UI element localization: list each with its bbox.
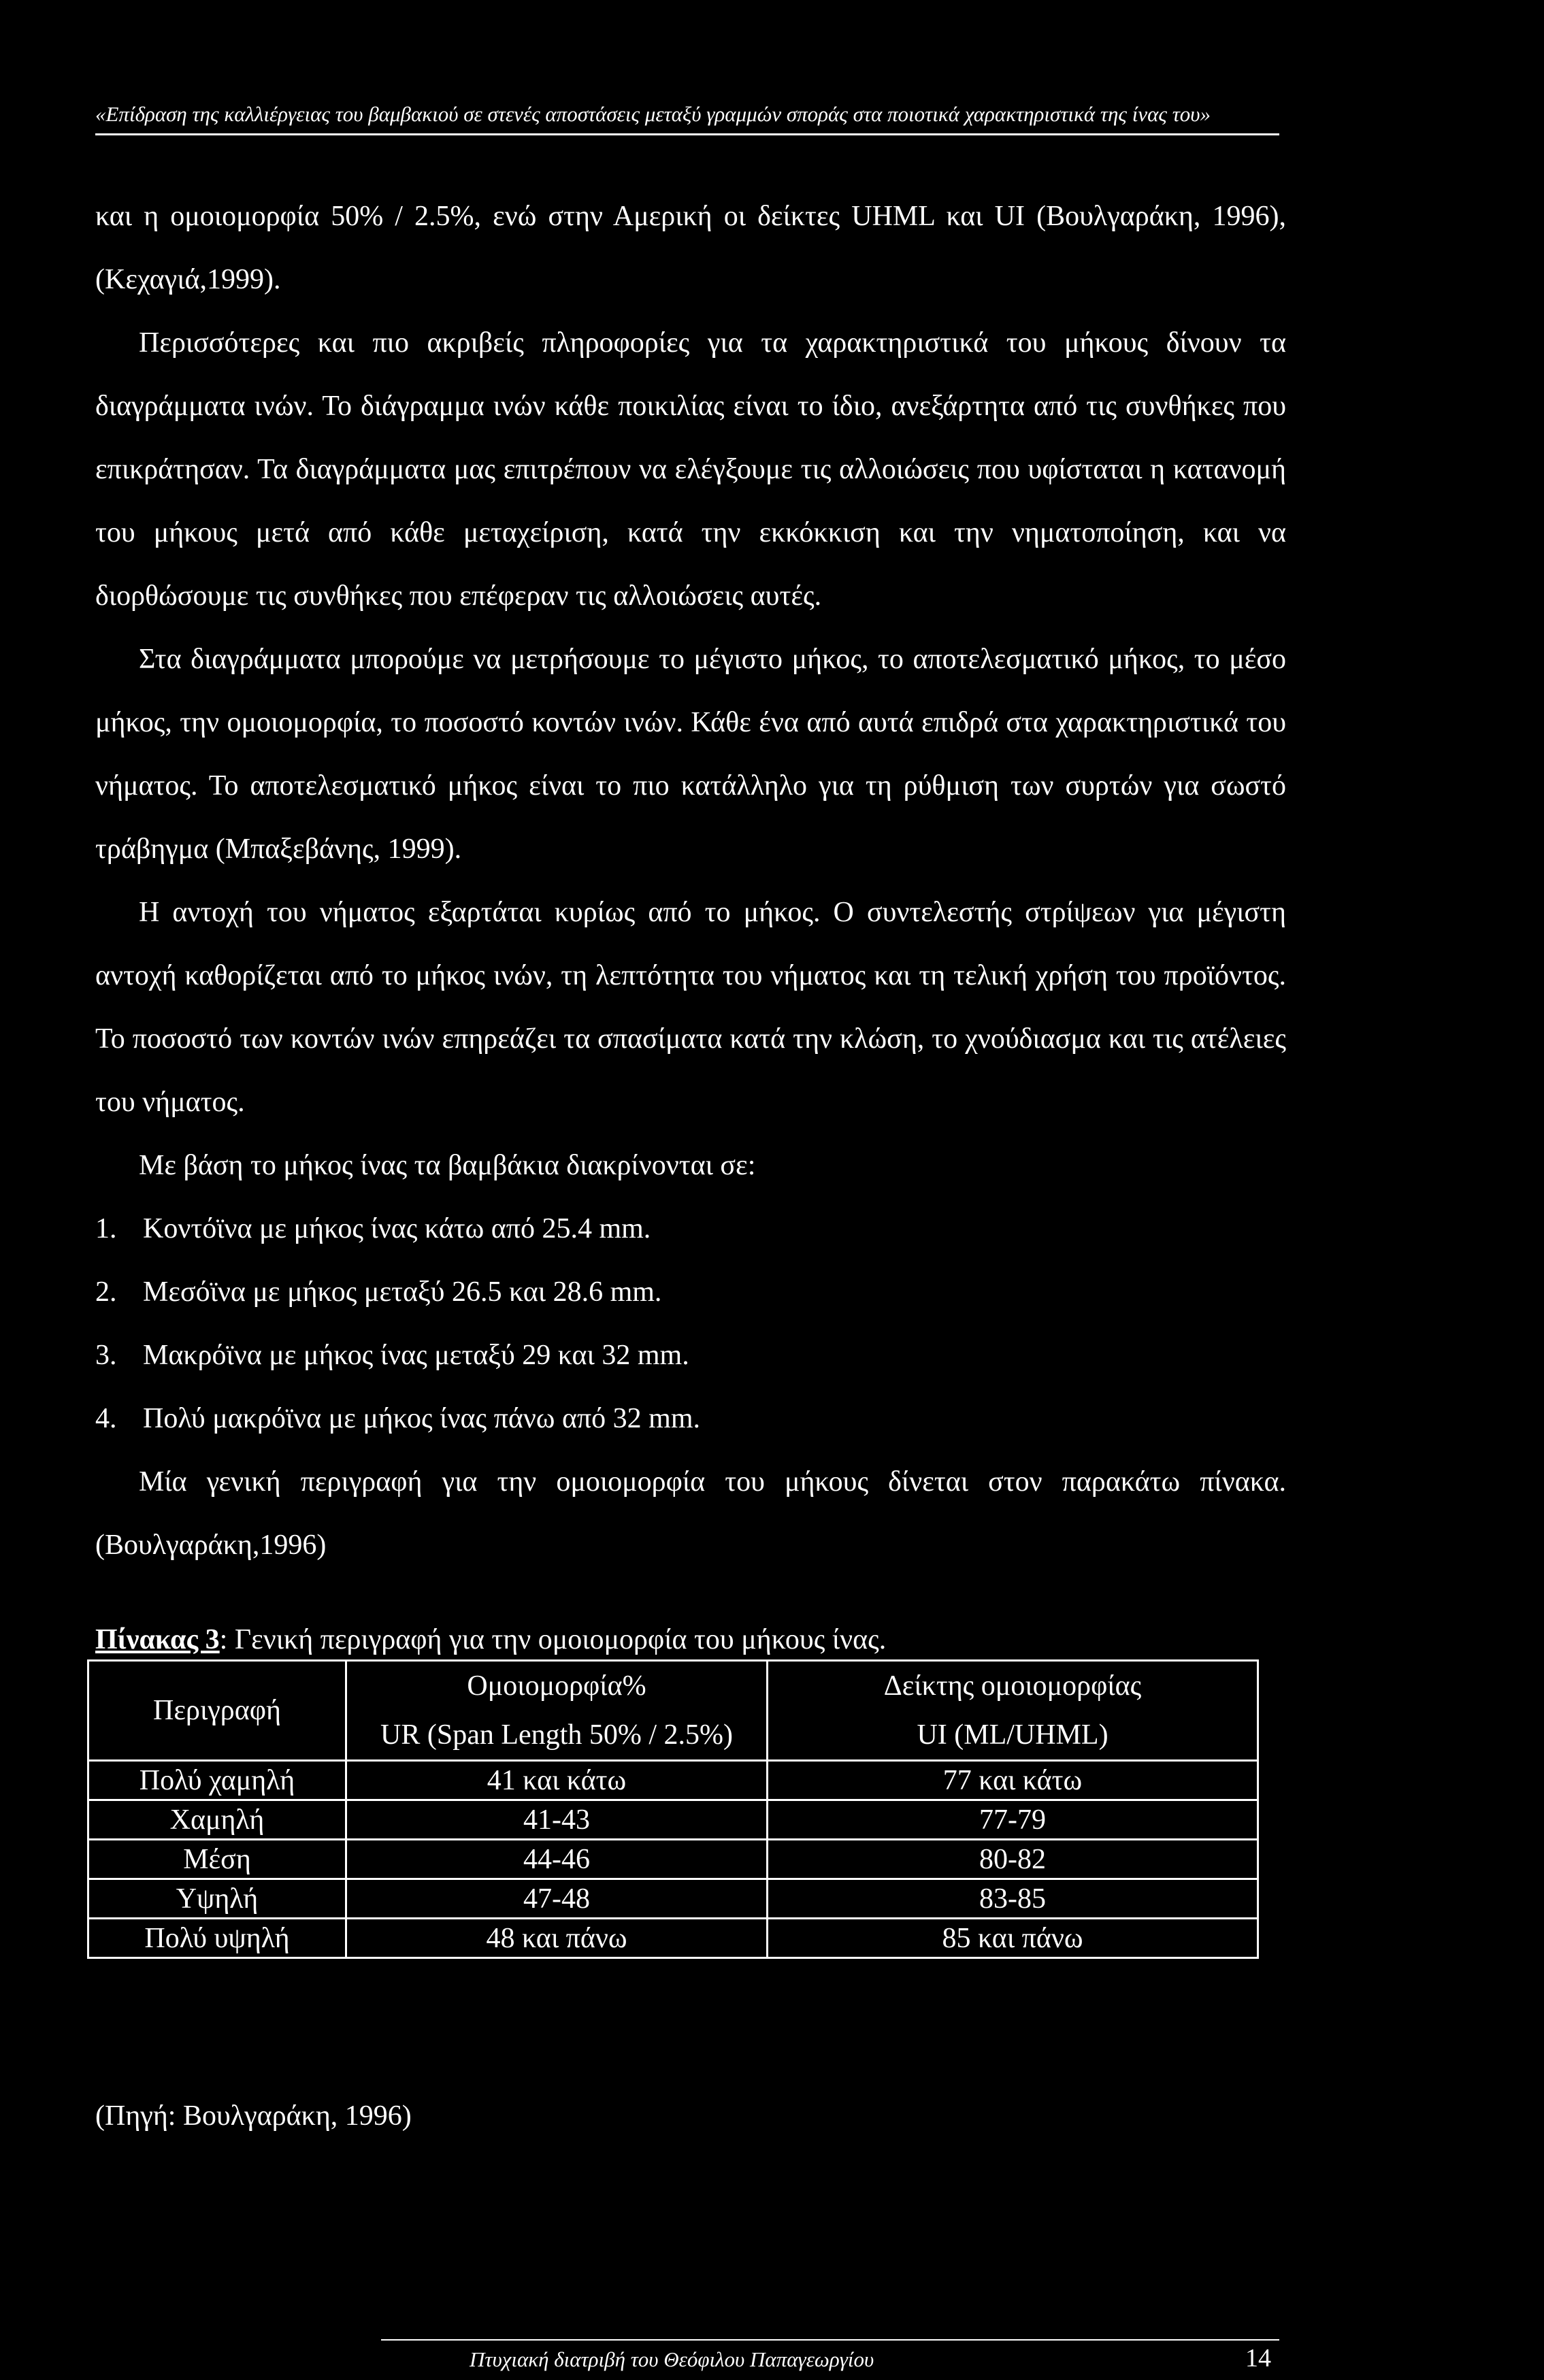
- running-header: «Επίδραση της καλλιέργειας του βαμβακιού σε στενές αποστάσεις μεταξύ γραμμών σποράς στα ποιοτικά χαρακτηριστικά της ίνας του»: [95, 102, 1211, 126]
- header-uniformity-index: [768, 1661, 1258, 1761]
- table-caption: [95, 1619, 1286, 1660]
- caption-label: Πίνακας 3: [95, 1624, 220, 1655]
- cell-ui: 77-79: [768, 1800, 1258, 1840]
- cell-description: Μέση: [88, 1840, 346, 1879]
- table-row: [88, 1919, 1258, 1958]
- list-number: 4.: [95, 1403, 117, 1434]
- header-index-line1: Δείκτης ομοιομορφίας: [883, 1670, 1142, 1702]
- list-number: 3.: [95, 1340, 117, 1371]
- cell-ur: 41-43: [346, 1800, 768, 1840]
- cell-ui: 83-85: [768, 1879, 1258, 1919]
- list-number: 1.: [95, 1213, 117, 1244]
- cell-description: Πολύ υψηλή: [88, 1919, 346, 1958]
- cell-ur: 48 και πάνω: [346, 1919, 768, 1958]
- cell-ui: 80-82: [768, 1840, 1258, 1879]
- list-item: [95, 1324, 1286, 1387]
- paragraph: Μία γενική περιγραφή για την ομοιομορφία του μήκους δίνεται στον παρακάτω πίνακα. (Βουλγαράκη,1996): [95, 1466, 1286, 1561]
- header-uniformity-line1: Ομοιομορφία%: [467, 1670, 646, 1702]
- document-body: [95, 185, 1286, 1660]
- cell-ui: 77 και κάτω: [768, 1761, 1258, 1800]
- cell-ur: 44-46: [346, 1840, 768, 1879]
- table-header-row: [88, 1661, 1258, 1761]
- header-description: Περιγραφή: [88, 1661, 346, 1761]
- cell-description: Πολύ χαμηλή: [88, 1761, 346, 1800]
- list-text: Κοντόϊνα με μήκος ίνας κάτω από 25.4 mm.: [143, 1213, 651, 1244]
- table-source: (Πηγή: Βουλγαράκη, 1996): [95, 2100, 412, 2132]
- cell-description: Χαμηλή: [88, 1800, 346, 1840]
- list-text: Μακρόϊνα με μήκος ίνας μεταξύ 29 και 32 mm.: [143, 1340, 689, 1371]
- table-row: [88, 1800, 1258, 1840]
- cell-ui: 85 και πάνω: [768, 1919, 1258, 1958]
- table-row: [88, 1840, 1258, 1879]
- paragraph: Με βάση το μήκος ίνας τα βαμβάκια διακρίνονται σε:: [139, 1150, 756, 1181]
- list-number: 2.: [95, 1276, 117, 1308]
- header-uniformity-line2: UR (Span Length 50% / 2.5%): [380, 1719, 733, 1751]
- list-item: [95, 1261, 1286, 1324]
- footer-author: Πτυχιακή διατριβή του Θεόφιλου Παπαγεωργίου: [470, 2347, 874, 2371]
- table-row: [88, 1761, 1258, 1800]
- list-text: Μεσόϊνα με μήκος μεταξύ 26.5 και 28.6 mm.: [143, 1276, 662, 1308]
- header-index-line2: UI (ML/UHML): [917, 1719, 1108, 1751]
- footer-divider: [381, 2339, 1279, 2341]
- caption-text: : Γενική περιγραφή για την ομοιομορφία του μήκους ίνας.: [219, 1624, 887, 1655]
- table-row: [88, 1879, 1258, 1919]
- paragraph: Περισσότερες και πιο ακριβείς πληροφορίες για τα χαρακτηριστικά του μήκους δίνουν τα διαγράμματα ινών. Το διάγραμμα ινών κάθε ποικιλίας είναι το ίδιο, ανεξάρτητα από τις συνθήκες που επικράτησαν. Τα διαγράμματα μας επιτρέπουν να ελέγξουμε τις αλλοιώσεις που υφίσταται η κατανομή του μήκους μετά από κάθε μεταχείριση, κατά την εκκόκκιση και την νηματοποίηση, και να διορθώσουμε τις συνθήκες που επέφεραν τις αλλοιώσεις αυτές.: [95, 327, 1286, 612]
- list-item: [95, 1197, 1286, 1261]
- page-number: 14: [1245, 2344, 1271, 2373]
- cell-ur: 41 και κάτω: [346, 1761, 768, 1800]
- paragraph: Στα διαγράμματα μπορούμε να μετρήσουμε το μέγιστο μήκος, το αποτελεσματικό μήκος, το μέσο μήκος, την ομοιομορφία, το ποσοστό κοντών ινών. Κάθε ένα από αυτά επιδρά στα χαρακτηριστικά του νήματος. Το αποτελεσματικό μήκος είναι το πιο κατάλληλο για τη ρύθμιση των συρτών για σωστό τράβηγμα (Μπαξεβάνης, 1999).: [95, 644, 1286, 865]
- list-text: Πολύ μακρόϊνα με μήκος ίνας πάνω από 32 mm.: [143, 1403, 700, 1434]
- list-item: [95, 1387, 1286, 1451]
- header-divider: [95, 133, 1279, 135]
- cell-ur: 47-48: [346, 1879, 768, 1919]
- paragraph: Η αντοχή του νήματος εξαρτάται κυρίως από το μήκος. Ο συντελεστής στρίψεων για μέγιστη αντοχή καθορίζεται από το μήκος ινών, τη λεπτότητα του νήματος και τη τελική χρήση του προϊόντος. Το ποσοστό των κοντών ινών επηρεάζει τα σπασίματα κατά την κλώση, το χνούδιασμα και τις ατέλειες του νήματος.: [95, 897, 1286, 1118]
- paragraph: και η ομοιομορφία 50% / 2.5%, ενώ στην Αμερική οι δείκτες UHML και UI (Βουλγαράκη, 1996), (Κεχαγιά,1999).: [95, 201, 1286, 295]
- header-uniformity: [346, 1661, 768, 1761]
- cell-description: Υψηλή: [88, 1879, 346, 1919]
- uniformity-table: [87, 1659, 1259, 1959]
